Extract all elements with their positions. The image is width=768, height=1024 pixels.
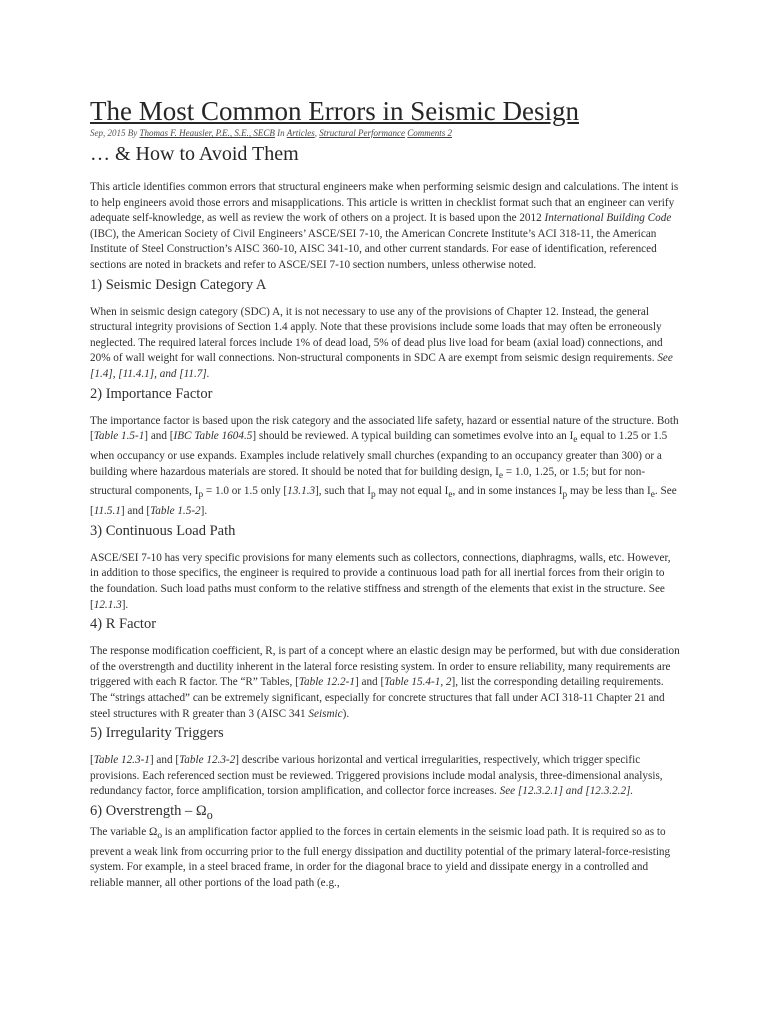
section-heading-1: 1) Seismic Design Category A	[90, 276, 267, 293]
article-subtitle: … & How to Avoid Them	[90, 143, 299, 165]
meta-separator: ,	[314, 128, 318, 138]
section-2-paragraph: The importance factor is based upon the risk category and the associated life safety, hazard or essential nature of the structure. Both [Table 1.5-1] and [IBC Table 1604.5] should be reviewed. A typical building can sometimes evolve into an $I_e$ equal to 1.25 or 1.5 when occupancy or use expands. Examples include relatively small churches (expanding to an occupancy greater than 300) or a building where hazardous materials are stored. It should be noted that for building design, $I_e = 1.0$, 1.25, or 1.5; but for non-structural components, $I_p = 1.0$ or 1.5 only [13.1.3], such that $I_p$ may not equal $I_e$, and in some instances $I_p$ may be less than $I_e$. See [11.5.1] and [Table 1.5-2].	[90, 414, 679, 518]
meta-in-label: In	[277, 128, 285, 138]
author-link[interactable]: Thomas F. Heausler, P.E., S.E., SECB	[139, 128, 275, 138]
section-heading-2: 2) Importance Factor	[90, 385, 213, 402]
section-5-paragraph: [Table 12.3-1] and [Table 12.3-2] describe various horizontal and vertical irregularities, respectively, which trigger specific provisions. Each referenced section must be reviewed. Triggered provisions include modal analysis, three-dimensional analysis, redundancy factor, force amplification, torsion amplification, and collector force increases. See [12.3.2.1] and [12.3.2.2].	[90, 754, 663, 798]
section-heading-6: 6) Overstrength – $\Omega_o$	[90, 802, 213, 822]
meta-date: Sep, 2015	[90, 128, 126, 138]
section-6-paragraph: The variable $\Omega_o$ is an amplification factor applied to the forces in certain elements in the seismic load path. It is required so as to prevent a weak link from occurring prior to the full energy dissipation and ductility potential of the primary lateral-force-resisting system. For example, in a steel braced frame, in order for the diagonal brace to yield and dissipate energy in a controlled and reliable manner, all other portions of the load path (e.g.,	[90, 825, 671, 889]
comments-link[interactable]: Comments 2	[407, 128, 453, 138]
section-heading-3: 3) Continuous Load Path	[90, 522, 236, 539]
meta-by-label: By	[127, 128, 138, 138]
intro-paragraph: This article identifies common errors that structural engineers make when performing seismic design and calculations. The intent is to help engineers avoid those errors and misapplications. This article is written in checklist format such that an engineer can verify adequate self-knowledge, as well as review the work of others on a project. It is based upon the 2012 International Building Code (IBC), the American Society of Civil Engineers’ ASCE/SEI 7-10, the American Concrete Institute’s ACI 318-11, the American Institute of Steel Construction’s AISC 360-10, AISC 341-10, and other current standards. For ease of identification, referenced sections are noted in brackets and refer to ASCE/SEI 7-10 section numbers, unless otherwise noted.	[90, 181, 679, 271]
section-heading-4: 4) R Factor	[90, 616, 157, 633]
section-heading-5: 5) Irregularity Triggers	[90, 725, 224, 742]
section-3-paragraph: ASCE/SEI 7-10 has very specific provisions for many elements such as collectors, connections, diaphragms, walls, etc. However, in addition to those specifics, the engineer is required to provide a continuous load path for all inertial forces from their origin to the foundation. Such load paths must conform to the relative stiffness and strength of the elements that exist in the structure. See [12.1.3].	[90, 551, 671, 611]
category-link-structural-performance[interactable]: Structural Performance	[319, 128, 406, 138]
section-1-paragraph: When in seismic design category (SDC) A, it is not necessary to use any of the provisions of Chapter 12. Instead, the general structural integrity provisions of Section 1.4 apply. Note that these provisions include some loads that may often be erroneously neglected. The required lateral forces include 1% of dead load, 5% of dead plus live load for beam (axial load) connections, and 20% of wall weight for wall connections. Non-structural components in SDC A are exempt from seismic design requirements. See [1.4], [11.4.1], and [11.7].	[90, 305, 673, 380]
category-link-articles[interactable]: Articles	[286, 128, 315, 138]
article-title[interactable]: The Most Common Errors in Seismic Design	[90, 96, 579, 126]
article-meta	[90, 127, 680, 139]
section-4-paragraph: The response modification coefficient, R, is part of a concept where an elastic design may be performed, but with due consideration of the overstrength and ductility inherent in the lateral force resisting system. In order to ensure reliability, many requirements are triggered with each R factor. The “R” Tables, [Table 12.2-1] and [Table 15.4-1, 2], list the corresponding detailing requirements. The “strings attached” can be extremely significant, especially for concrete structures that fall under ACI 318-11 Chapter 21 and steel structures with R greater than 3 (AISC 341 Seismic).	[90, 645, 680, 720]
ibc-title: International Building Code	[544, 212, 672, 225]
